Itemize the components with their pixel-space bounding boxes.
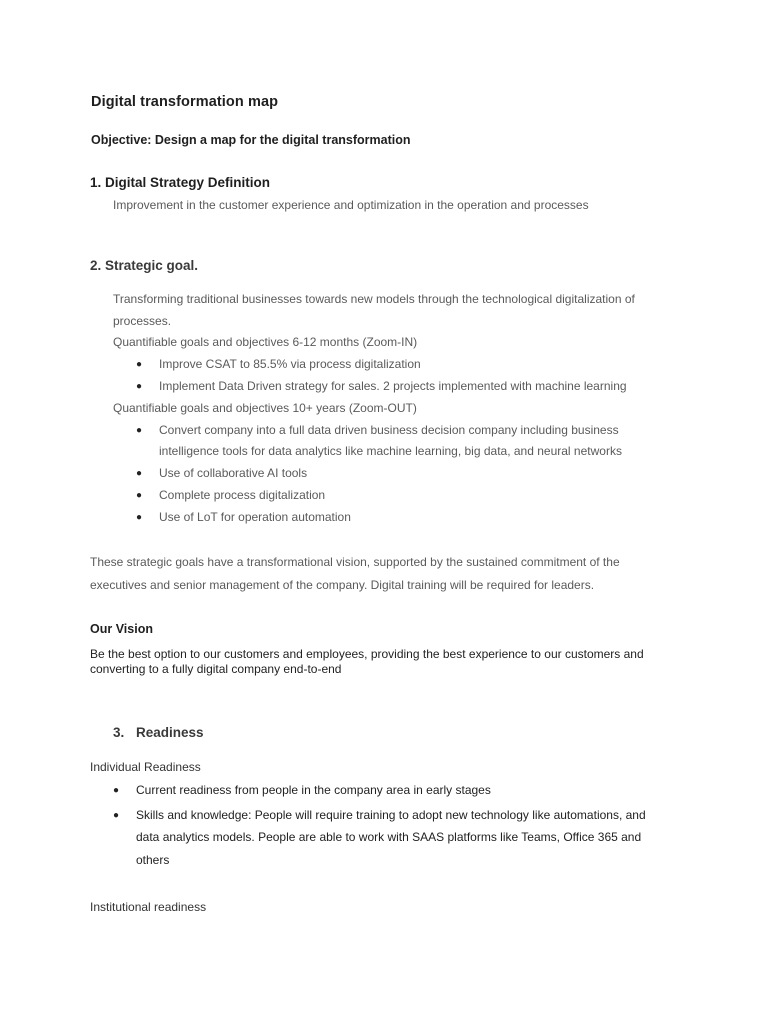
- list-item: Skills and knowledge: People will require training to adopt new technology like automations, and: [136, 808, 646, 822]
- zoom-in-label: Quantifiable goals and objectives 6-12 months (Zoom-IN): [113, 335, 418, 349]
- bullet-icon: ●: [136, 490, 143, 501]
- bullet-icon: ●: [113, 810, 120, 821]
- institutional-readiness-label: Institutional readiness: [90, 900, 207, 914]
- doc-objective: Objective: Design a map for the digital transformation: [91, 133, 411, 147]
- section1-heading: 1. Digital Strategy Definition: [90, 175, 271, 190]
- bullet-icon: ●: [136, 468, 143, 479]
- bullet-icon: ●: [136, 425, 143, 436]
- bullet-icon: ●: [136, 381, 143, 392]
- zoom-out-label: Quantifiable goals and objectives 10+ years (Zoom-OUT): [113, 401, 417, 415]
- section1-text: Improvement in the customer experience and optimization in the operation and processes: [113, 198, 589, 212]
- vision-line1: Be the best option to our customers and employees, providing the best experience to our customers and: [90, 647, 644, 661]
- summary-line1: These strategic goals have a transformational vision, supported by the sustained commitment of the: [90, 555, 620, 569]
- vision-line2: converting to a fully digital company end-to-end: [90, 662, 342, 676]
- list-item: Use of LoT for operation automation: [159, 510, 351, 524]
- bullet-icon: ●: [113, 785, 120, 796]
- section3-number: 3.: [113, 725, 125, 740]
- section2-para-line2: processes.: [113, 314, 172, 328]
- bullet-icon: ●: [136, 512, 143, 523]
- list-item: Use of collaborative AI tools: [159, 466, 308, 480]
- bullet-icon: ●: [136, 359, 143, 370]
- list-item-continuation: data analytics models. People are able to work with SAAS platforms like Teams, Office 365 and: [136, 830, 642, 844]
- list-item: Current readiness from people in the company area in early stages: [136, 783, 491, 797]
- section3-heading: Readiness: [136, 725, 204, 740]
- section2-para-line1: Transforming traditional businesses towards new models through the technological digitalization of: [113, 292, 635, 306]
- individual-readiness-label: Individual Readiness: [90, 760, 201, 774]
- list-item: Implement Data Driven strategy for sales. 2 projects implemented with machine learning: [159, 379, 627, 393]
- vision-heading: Our Vision: [90, 622, 153, 636]
- section2-heading: 2. Strategic goal.: [90, 258, 199, 273]
- list-item-continuation: others: [136, 853, 170, 867]
- list-item: Convert company into a full data driven business decision company including business: [159, 423, 619, 437]
- list-item: Complete process digitalization: [159, 488, 326, 502]
- list-item: Improve CSAT to 85.5% via process digitalization: [159, 357, 421, 371]
- summary-line2: executives and senior management of the company. Digital training will be required for leaders.: [90, 578, 595, 592]
- list-item-continuation: intelligence tools for data analytics like machine learning, big data, and neural networks: [159, 444, 622, 458]
- doc-title: Digital transformation map: [91, 94, 279, 110]
